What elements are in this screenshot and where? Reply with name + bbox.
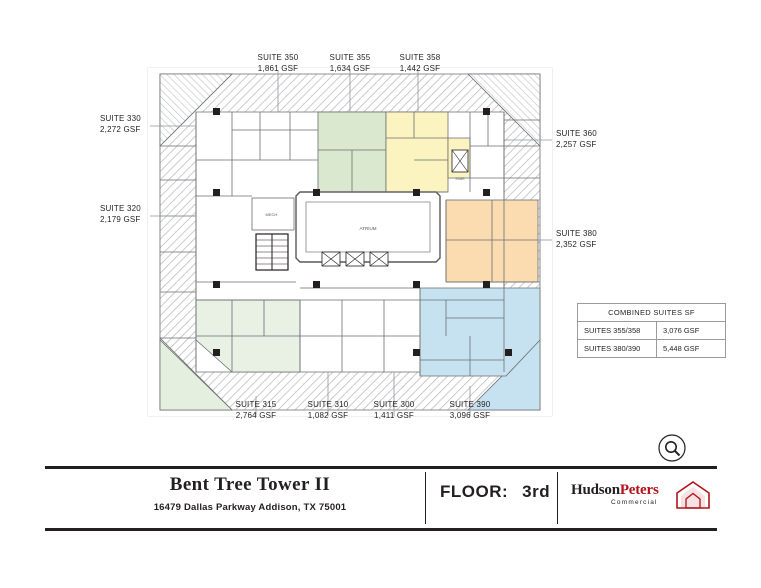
suite-300-name: SUITE 300 <box>373 400 415 409</box>
hudson-peters-logo <box>571 478 711 520</box>
suite-358-name: SUITE 358 <box>399 53 441 62</box>
suite-315-area-text: 2,764 GSF <box>235 411 277 420</box>
divider-rule-bottom <box>45 528 717 531</box>
suite-355-label <box>312 52 388 74</box>
logo-text-peters: Peters <box>619 482 659 498</box>
suite-390-name: SUITE 390 <box>449 400 491 409</box>
logo-mark-icon <box>675 480 711 510</box>
suite-350-name: SUITE 350 <box>257 53 299 62</box>
mech-label: MECH. <box>265 212 279 217</box>
combined-row-0-label: SUITES 355/358 <box>578 322 657 340</box>
suite-390-label <box>432 399 508 421</box>
table-row <box>578 340 725 358</box>
logo-wordmark <box>571 482 659 499</box>
atrium <box>296 192 440 262</box>
suite-315-label <box>216 399 296 421</box>
suite-358-area-text: 1,442 GSF <box>399 64 441 73</box>
combined-suites-title: COMBINED SUITES SF <box>608 308 695 317</box>
suite-350-area-text: 1,861 GSF <box>257 64 299 73</box>
combined-row-0-value: 3,076 GSF <box>657 322 726 340</box>
suite-390-area-text: 3,096 GSF <box>449 411 491 420</box>
suite-330-area-text: 2,272 GSF <box>100 125 141 134</box>
divider-vertical-1 <box>425 472 426 524</box>
suite-310-name: SUITE 310 <box>307 400 349 409</box>
suite-320-label <box>100 203 170 225</box>
suite-310-area-text: 1,082 GSF <box>307 411 349 420</box>
combined-suites-table <box>577 303 726 358</box>
title-block <box>0 466 761 546</box>
suite-380-name: SUITE 380 <box>556 229 597 238</box>
suite-330-name: SUITE 330 <box>100 114 141 123</box>
suite-300-label <box>358 399 430 421</box>
floor-indicator <box>440 482 550 502</box>
suite-330-label <box>100 113 170 135</box>
suite-355-name: SUITE 355 <box>329 53 371 62</box>
floor-label: FLOOR: <box>440 482 509 501</box>
suite-380-area-text: 2,352 GSF <box>556 240 597 249</box>
combined-row-1-value: 5,448 GSF <box>657 340 726 358</box>
suite-320-name: SUITE 320 <box>100 204 141 213</box>
suite-300-area-text: 1,411 GSF <box>374 411 414 420</box>
suite-360-label <box>556 128 628 150</box>
suite-360-area-text: 2,257 GSF <box>556 140 597 149</box>
floor-value: 3rd <box>522 482 551 501</box>
combined-suites-grid <box>578 321 725 357</box>
divider-vertical-2 <box>557 472 558 524</box>
table-row <box>578 322 725 340</box>
logo-text-hudson: Hudson <box>571 482 620 498</box>
divider-rule-top <box>45 466 717 469</box>
suite-358-area <box>386 112 448 192</box>
suite-360-name: SUITE 360 <box>556 129 597 138</box>
suite-315-name: SUITE 315 <box>235 400 277 409</box>
magnifier-icon[interactable] <box>658 434 688 464</box>
suite-358-label <box>382 52 458 74</box>
suite-355-area-text: 1,634 GSF <box>329 64 371 73</box>
suite-320-area-text: 2,179 GSF <box>100 215 141 224</box>
combined-row-1-label: SUITES 380/390 <box>578 340 657 358</box>
suite-310-label <box>292 399 364 421</box>
page-title: Bent Tree Tower II <box>169 474 331 495</box>
stair-label: STAIR <box>455 177 465 181</box>
atrium-label: ATRIUM <box>359 226 377 231</box>
suite-380-label <box>556 228 628 250</box>
building-address: 16479 Dallas Parkway Addison, TX 75001 <box>153 502 347 513</box>
suite-350-label <box>238 52 318 74</box>
logo-subtitle: Commercial <box>611 499 658 506</box>
